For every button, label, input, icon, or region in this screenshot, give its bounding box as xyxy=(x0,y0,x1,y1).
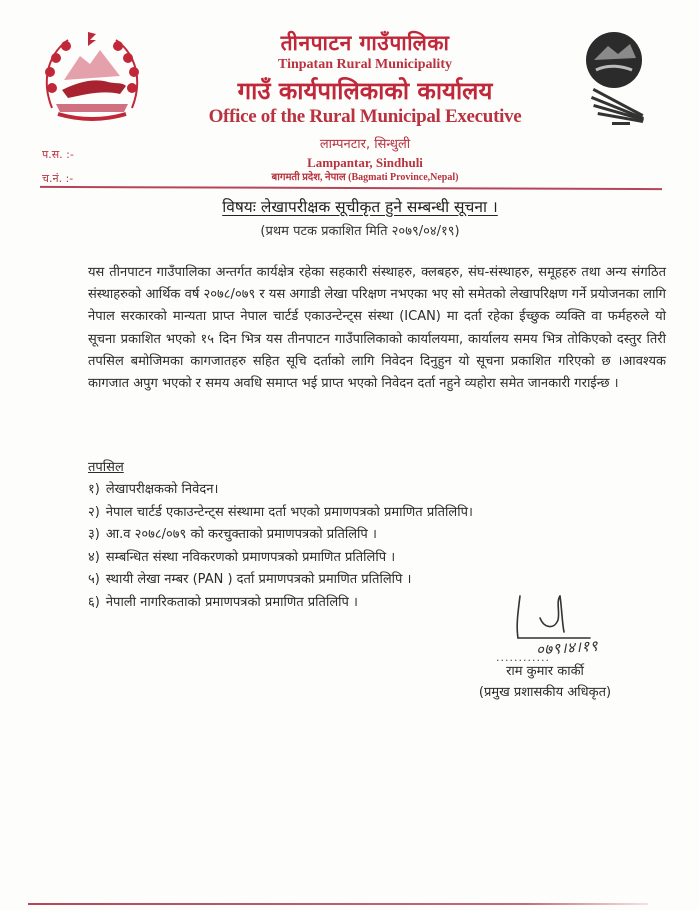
signature-line: ............ xyxy=(496,651,550,664)
list-item-number: ४) xyxy=(88,549,100,565)
footer-divider xyxy=(28,903,648,905)
list-item-number: २) xyxy=(88,504,100,520)
province: बागमती प्रदेश, नेपाल (Bagmati Province,Nepal) xyxy=(271,172,459,183)
municipality-name-np: तीनपाटन गाउँपालिका xyxy=(280,31,450,55)
list-item-number: १) xyxy=(88,482,100,497)
notice-body: यस तीनपाटन गाउँपालिका अन्तर्गत कार्यक्षेत्र रहेका सहकारी संस्थाहरु, क्लबहरु, संघ-संस्थाहरु, समूहहरु तथा अन्य संगठित संस्थाहरुको आर्थिक वर्ष २०७८/०७९ र यस अगाडी लेखा परिक्षण नभएका भए सो समेतको लेखापरिक्षण गर्ने प्रयोजनका लागि नेपाल सरकारको मान्यता प्राप्त नेपाल चार्टर्ड एकाउन्टेन्ट्स संस्था (ICAN) मा दर्ता रहेका ईच्छुक व्यक्ति वा फर्महरुले यो सूचना प्रकाशित भएको १५ दिन भित्र यस तीनपाटन गाउँपालिकाको कार्यालयमा, कार्यालय समय भित्र तोकिएको दस्तुर तिरी तपसिल बमोजिमका कागजातहरु सहित सूचि दर्ताको लागि निवेदन दिनुहुन यो सूचना प्रकाशित गरिएको छ ।आवश्यक कागजात अपुग भएको र समय अवधि समाप्त भई प्राप्त भएको निवेदन दर्ता नहुने व्यहोरा समेत जानकारी गराईन्छ । xyxy=(88,265,666,392)
dispatch-number: च.नं. :- xyxy=(42,172,74,185)
office-name-np: गाउँ कार्यपालिकाको कार्यालय xyxy=(237,77,493,105)
letterhead xyxy=(180,30,550,185)
list-item xyxy=(88,569,473,592)
list-item-number: ६) xyxy=(88,594,100,610)
header-divider xyxy=(40,186,662,190)
publication-date: (प्रथम पटक प्रकाशित मिति २०७९/०४/१९) xyxy=(260,224,460,239)
signatory-name: राम कुमार कार्की xyxy=(506,664,584,679)
notice-subject: विषयः लेखापरीक्षक सूचीकृत हुने सम्बन्धी सूचना । xyxy=(222,198,498,216)
list-item-text: लेखापरीक्षकको निवेदन। xyxy=(105,482,219,497)
address-en: Lampantar, Sindhuli xyxy=(307,155,423,170)
list-item xyxy=(88,547,473,570)
annex-list xyxy=(88,479,473,614)
list-item-text: नेपाली नागरिकताको प्रमाणपत्रको प्रमाणित प्रतिलिपि । xyxy=(105,594,358,610)
list-item xyxy=(88,479,473,502)
municipality-seal-icon xyxy=(570,24,670,134)
signatory-title: (प्रमुख प्रशासकीय अधिकृत) xyxy=(478,685,612,700)
municipality-name-en: Tinpatan Rural Municipality xyxy=(277,57,452,72)
reference-number: प.स. :- xyxy=(42,148,74,161)
address-np: लाम्पनटार, सिन्धुली xyxy=(319,137,411,152)
list-item-text: सम्बन्धित संस्था नविकरणको प्रमाणपत्रको प्रमाणित प्रतिलिपि । xyxy=(105,549,396,565)
list-item xyxy=(88,592,473,615)
nepal-emblem-icon xyxy=(38,28,146,124)
office-name-en: Office of the Rural Municipal Executive xyxy=(208,106,522,127)
list-item xyxy=(88,524,473,547)
list-item-number: ३) xyxy=(88,527,100,542)
list-item-text: नेपाल चार्टर्ड एकाउन्टेन्ट्स संस्थामा दर्ता भएको प्रमाणपत्रको प्रमाणित प्रतिलिपि। xyxy=(105,504,473,520)
list-item-number: ५) xyxy=(88,572,100,587)
list-item-text: स्थायी लेखा नम्बर (PAN ) दर्ता प्रमाणपत्रको प्रमाणित प्रतिलिपि । xyxy=(105,572,412,587)
list-item-text: आ.व २०७८/०७९ को करचुक्ताको प्रमाणपत्रको प्रतिलिपि । xyxy=(105,527,377,542)
handwritten-date: ०७९।४।१९ xyxy=(535,636,599,659)
annex-title: तपसिल xyxy=(88,460,124,475)
list-item xyxy=(88,502,473,525)
